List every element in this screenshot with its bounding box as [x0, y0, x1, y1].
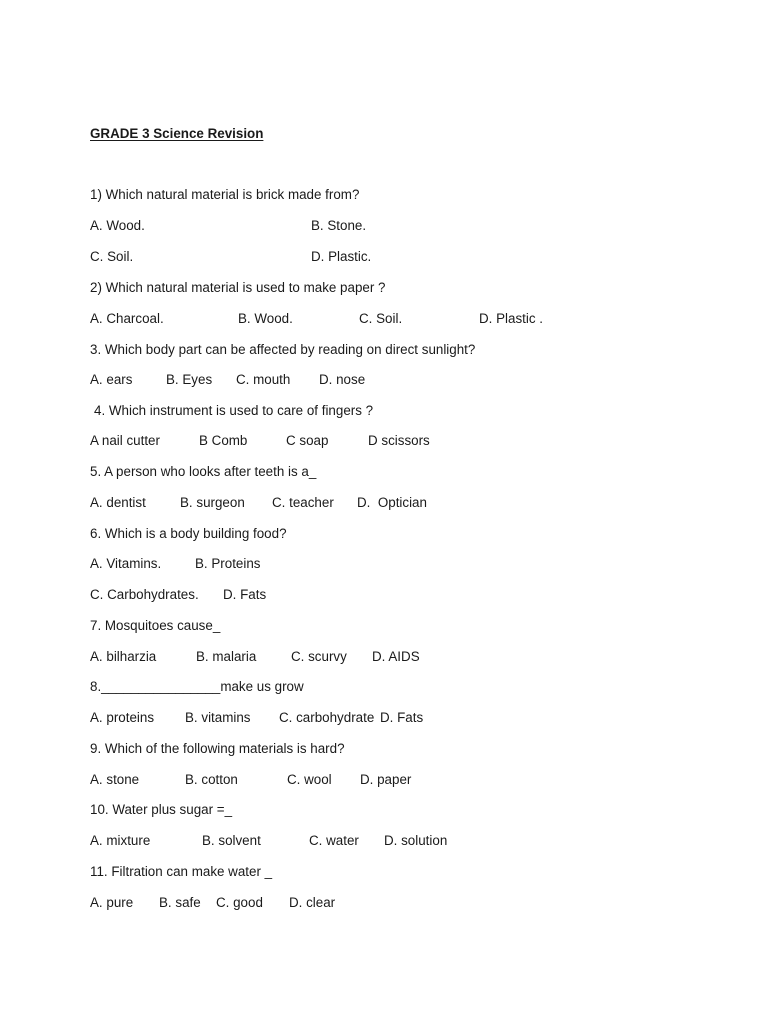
q4-option-d: D scissors	[368, 433, 430, 448]
q11-option-d: D. clear	[289, 895, 336, 910]
q1-option-c: C. Soil.	[90, 249, 134, 264]
q3-option-a: A. ears	[90, 372, 133, 387]
q2-option-b: B. Wood.	[238, 311, 293, 326]
q7-option-a: A. bilharzia	[90, 649, 157, 664]
q9-option-d: D. paper	[360, 772, 412, 787]
question-7: 7. Mosquitoes cause_	[90, 618, 221, 633]
q5-option-a: A. dentist	[90, 495, 146, 510]
q9-option-c: C. wool	[287, 772, 332, 787]
q2-option-c: C. Soil.	[359, 311, 403, 326]
question-9: 9. Which of the following materials is hard?	[90, 741, 345, 756]
q9-option-b: B. cotton	[185, 772, 238, 787]
question-4: 4. Which instrument is used to care of fingers ?	[94, 403, 374, 418]
question-3: 3. Which body part can be affected by reading on direct sunlight?	[90, 342, 476, 357]
q8-option-b: B. vitamins	[185, 710, 251, 725]
q10-option-b: B. solvent	[202, 833, 261, 848]
q2-option-d: D. Plastic .	[479, 311, 543, 326]
question-11: 11. Filtration can make water _	[90, 864, 273, 879]
q9-option-a: A. stone	[90, 772, 140, 787]
q8-option-a: A. proteins	[90, 710, 155, 725]
question-1: 1) Which natural material is brick made from?	[90, 187, 360, 202]
q7-option-d: D. AIDS	[372, 649, 420, 664]
q4-option-b: B Comb	[199, 433, 248, 448]
question-8: 8.________________make us grow	[90, 679, 304, 694]
q7-option-c: C. scurvy	[291, 649, 347, 664]
question-10: 10. Water plus sugar =_	[90, 802, 233, 817]
q4-option-c: C soap	[286, 433, 329, 448]
q7-option-b: B. malaria	[196, 649, 257, 664]
q3-option-d: D. nose	[319, 372, 366, 387]
q1-option-d: D. Plastic.	[311, 249, 372, 264]
q10-option-a: A. mixture	[90, 833, 151, 848]
q4-option-a: A nail cutter	[90, 433, 160, 448]
q3-option-c: C. mouth	[236, 372, 291, 387]
q6-option-b: B. Proteins	[195, 556, 261, 571]
q1-option-b: B. Stone.	[311, 218, 367, 233]
page-title: GRADE 3 Science Revision	[90, 126, 264, 141]
q5-option-c: C. teacher	[272, 495, 334, 510]
q6-option-c: C. Carbohydrates.	[90, 587, 199, 602]
q2-option-a: A. Charcoal.	[90, 311, 164, 326]
question-6: 6. Which is a body building food?	[90, 526, 287, 541]
q3-option-b: B. Eyes	[166, 372, 213, 387]
question-2: 2) Which natural material is used to make paper ?	[90, 280, 386, 295]
question-5: 5. A person who looks after teeth is a_	[90, 464, 317, 479]
q10-option-d: D. solution	[384, 833, 448, 848]
q10-option-c: C. water	[309, 833, 359, 848]
q11-option-a: A. pure	[90, 895, 134, 910]
q11-option-b: B. safe	[159, 895, 201, 910]
q5-option-b: B. surgeon	[180, 495, 245, 510]
q6-option-a: A. Vitamins.	[90, 556, 162, 571]
q11-option-c: C. good	[216, 895, 263, 910]
q1-option-a: A. Wood.	[90, 218, 145, 233]
q8-option-d: D. Fats	[380, 710, 424, 725]
q6-option-d: D. Fats	[223, 587, 267, 602]
q8-option-c: C. carbohydrate	[279, 710, 375, 725]
q5-option-d: D. Optician	[357, 495, 427, 510]
